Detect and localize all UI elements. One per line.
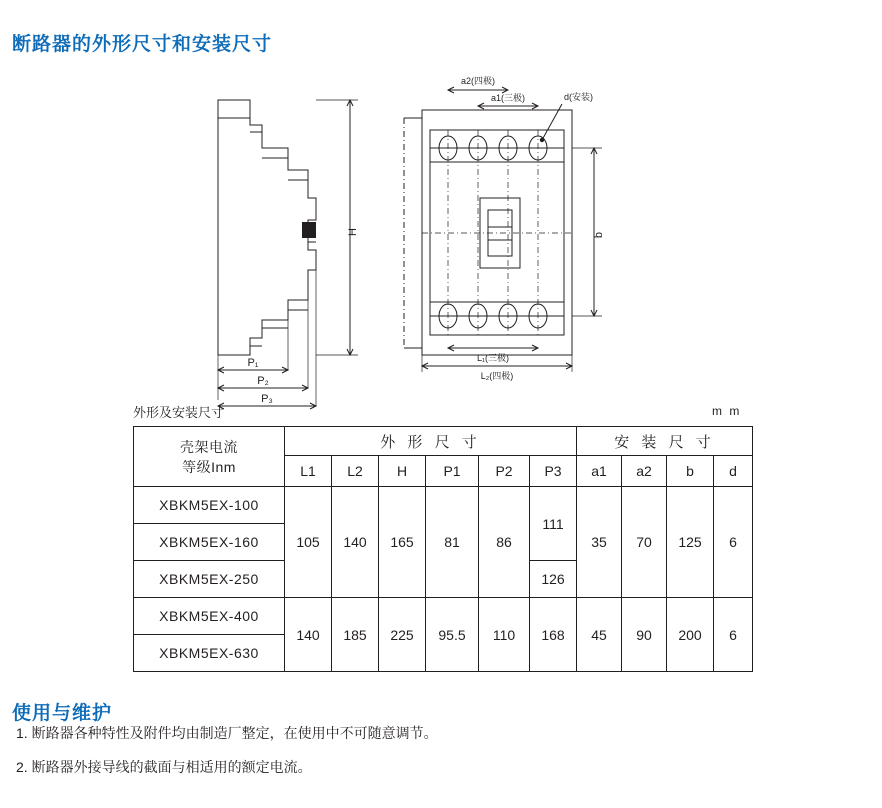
dim-label-b: b bbox=[593, 231, 605, 239]
dimensions-table bbox=[133, 426, 753, 672]
row-model-400: XBKM5EX-400 bbox=[134, 598, 285, 635]
cell-p2-group-a: 86 bbox=[479, 487, 530, 598]
dim-label-a2: a2(四极) bbox=[460, 76, 496, 86]
table-header-row-groups bbox=[134, 427, 753, 456]
header-col-l2: L2 bbox=[332, 456, 379, 487]
usage-note-2: 2. 断路器外接导线的截面与相适用的额定电流。 bbox=[16, 759, 312, 775]
cell-b-group-a: 125 bbox=[667, 487, 714, 598]
dim-label-h: H bbox=[347, 228, 359, 236]
cell-p3-111: 111 bbox=[530, 487, 577, 561]
technical-drawing bbox=[190, 70, 660, 405]
cell-a2-group-a: 70 bbox=[622, 487, 667, 598]
header-group-outline: 外 形 尺 寸 bbox=[285, 427, 577, 456]
dim-label-p2: P₂ bbox=[257, 375, 269, 387]
header-col-a1: a1 bbox=[577, 456, 622, 487]
cell-a1-group-a: 35 bbox=[577, 487, 622, 598]
cell-l2-group-a: 140 bbox=[332, 487, 379, 598]
cell-a2-group-b: 90 bbox=[622, 598, 667, 672]
usage-note-1: 1. 断路器各种特性及附件均由制造厂整定，在使用中不可随意调节。 bbox=[16, 725, 438, 741]
header-model bbox=[134, 427, 285, 487]
table-caption: 外形及安装尺寸 bbox=[133, 405, 225, 420]
page-title-dimensions: 断路器的外形尺寸和安装尺寸 bbox=[12, 33, 273, 55]
header-col-l1: L1 bbox=[285, 456, 332, 487]
cell-h-group-a: 165 bbox=[379, 487, 426, 598]
cell-d-group-b: 6 bbox=[714, 598, 753, 672]
cell-p1-group-a: 81 bbox=[426, 487, 479, 598]
table-unit-label: m m bbox=[712, 404, 742, 418]
cell-p2-group-b: 110 bbox=[479, 598, 530, 672]
table-row bbox=[134, 487, 753, 524]
cell-h-group-b: 225 bbox=[379, 598, 426, 672]
header-col-d: d bbox=[714, 456, 753, 487]
cell-b-group-b: 200 bbox=[667, 598, 714, 672]
cell-l2-group-b: 185 bbox=[332, 598, 379, 672]
cell-p3-126: 126 bbox=[530, 561, 577, 598]
row-model-160: XBKM5EX-160 bbox=[134, 524, 285, 561]
header-model-line1: 壳架电流 bbox=[180, 438, 238, 455]
row-model-100: XBKM5EX-100 bbox=[134, 487, 285, 524]
cell-d-group-a: 6 bbox=[714, 487, 753, 598]
dim-label-p1: P₁ bbox=[247, 357, 259, 369]
cell-l1-group-b: 140 bbox=[285, 598, 332, 672]
dim-label-d: d(安装) bbox=[564, 92, 593, 102]
page-title-usage: 使用与维护 bbox=[12, 702, 113, 724]
cell-a1-group-b: 45 bbox=[577, 598, 622, 672]
header-col-p1: P1 bbox=[426, 456, 479, 487]
cell-p1-group-b: 95.5 bbox=[426, 598, 479, 672]
table-row bbox=[134, 598, 753, 635]
dim-label-a1: a1(三极) bbox=[490, 93, 526, 103]
row-model-250: XBKM5EX-250 bbox=[134, 561, 285, 598]
header-col-a2: a2 bbox=[622, 456, 667, 487]
dim-label-p3: P₃ bbox=[261, 393, 273, 405]
header-col-p2: P2 bbox=[479, 456, 530, 487]
dim-label-l1: L₁(三极) bbox=[476, 353, 510, 363]
cell-l1-group-a: 105 bbox=[285, 487, 332, 598]
header-col-p3: P3 bbox=[530, 456, 577, 487]
row-model-630: XBKM5EX-630 bbox=[134, 635, 285, 672]
header-model-line2: 等级Inm bbox=[182, 458, 236, 475]
header-group-install: 安 装 尺 寸 bbox=[577, 427, 753, 456]
header-col-h: H bbox=[379, 456, 426, 487]
header-col-b: b bbox=[667, 456, 714, 487]
cell-p3-group-b: 168 bbox=[530, 598, 577, 672]
dim-label-l2: L₂(四极) bbox=[480, 371, 514, 381]
